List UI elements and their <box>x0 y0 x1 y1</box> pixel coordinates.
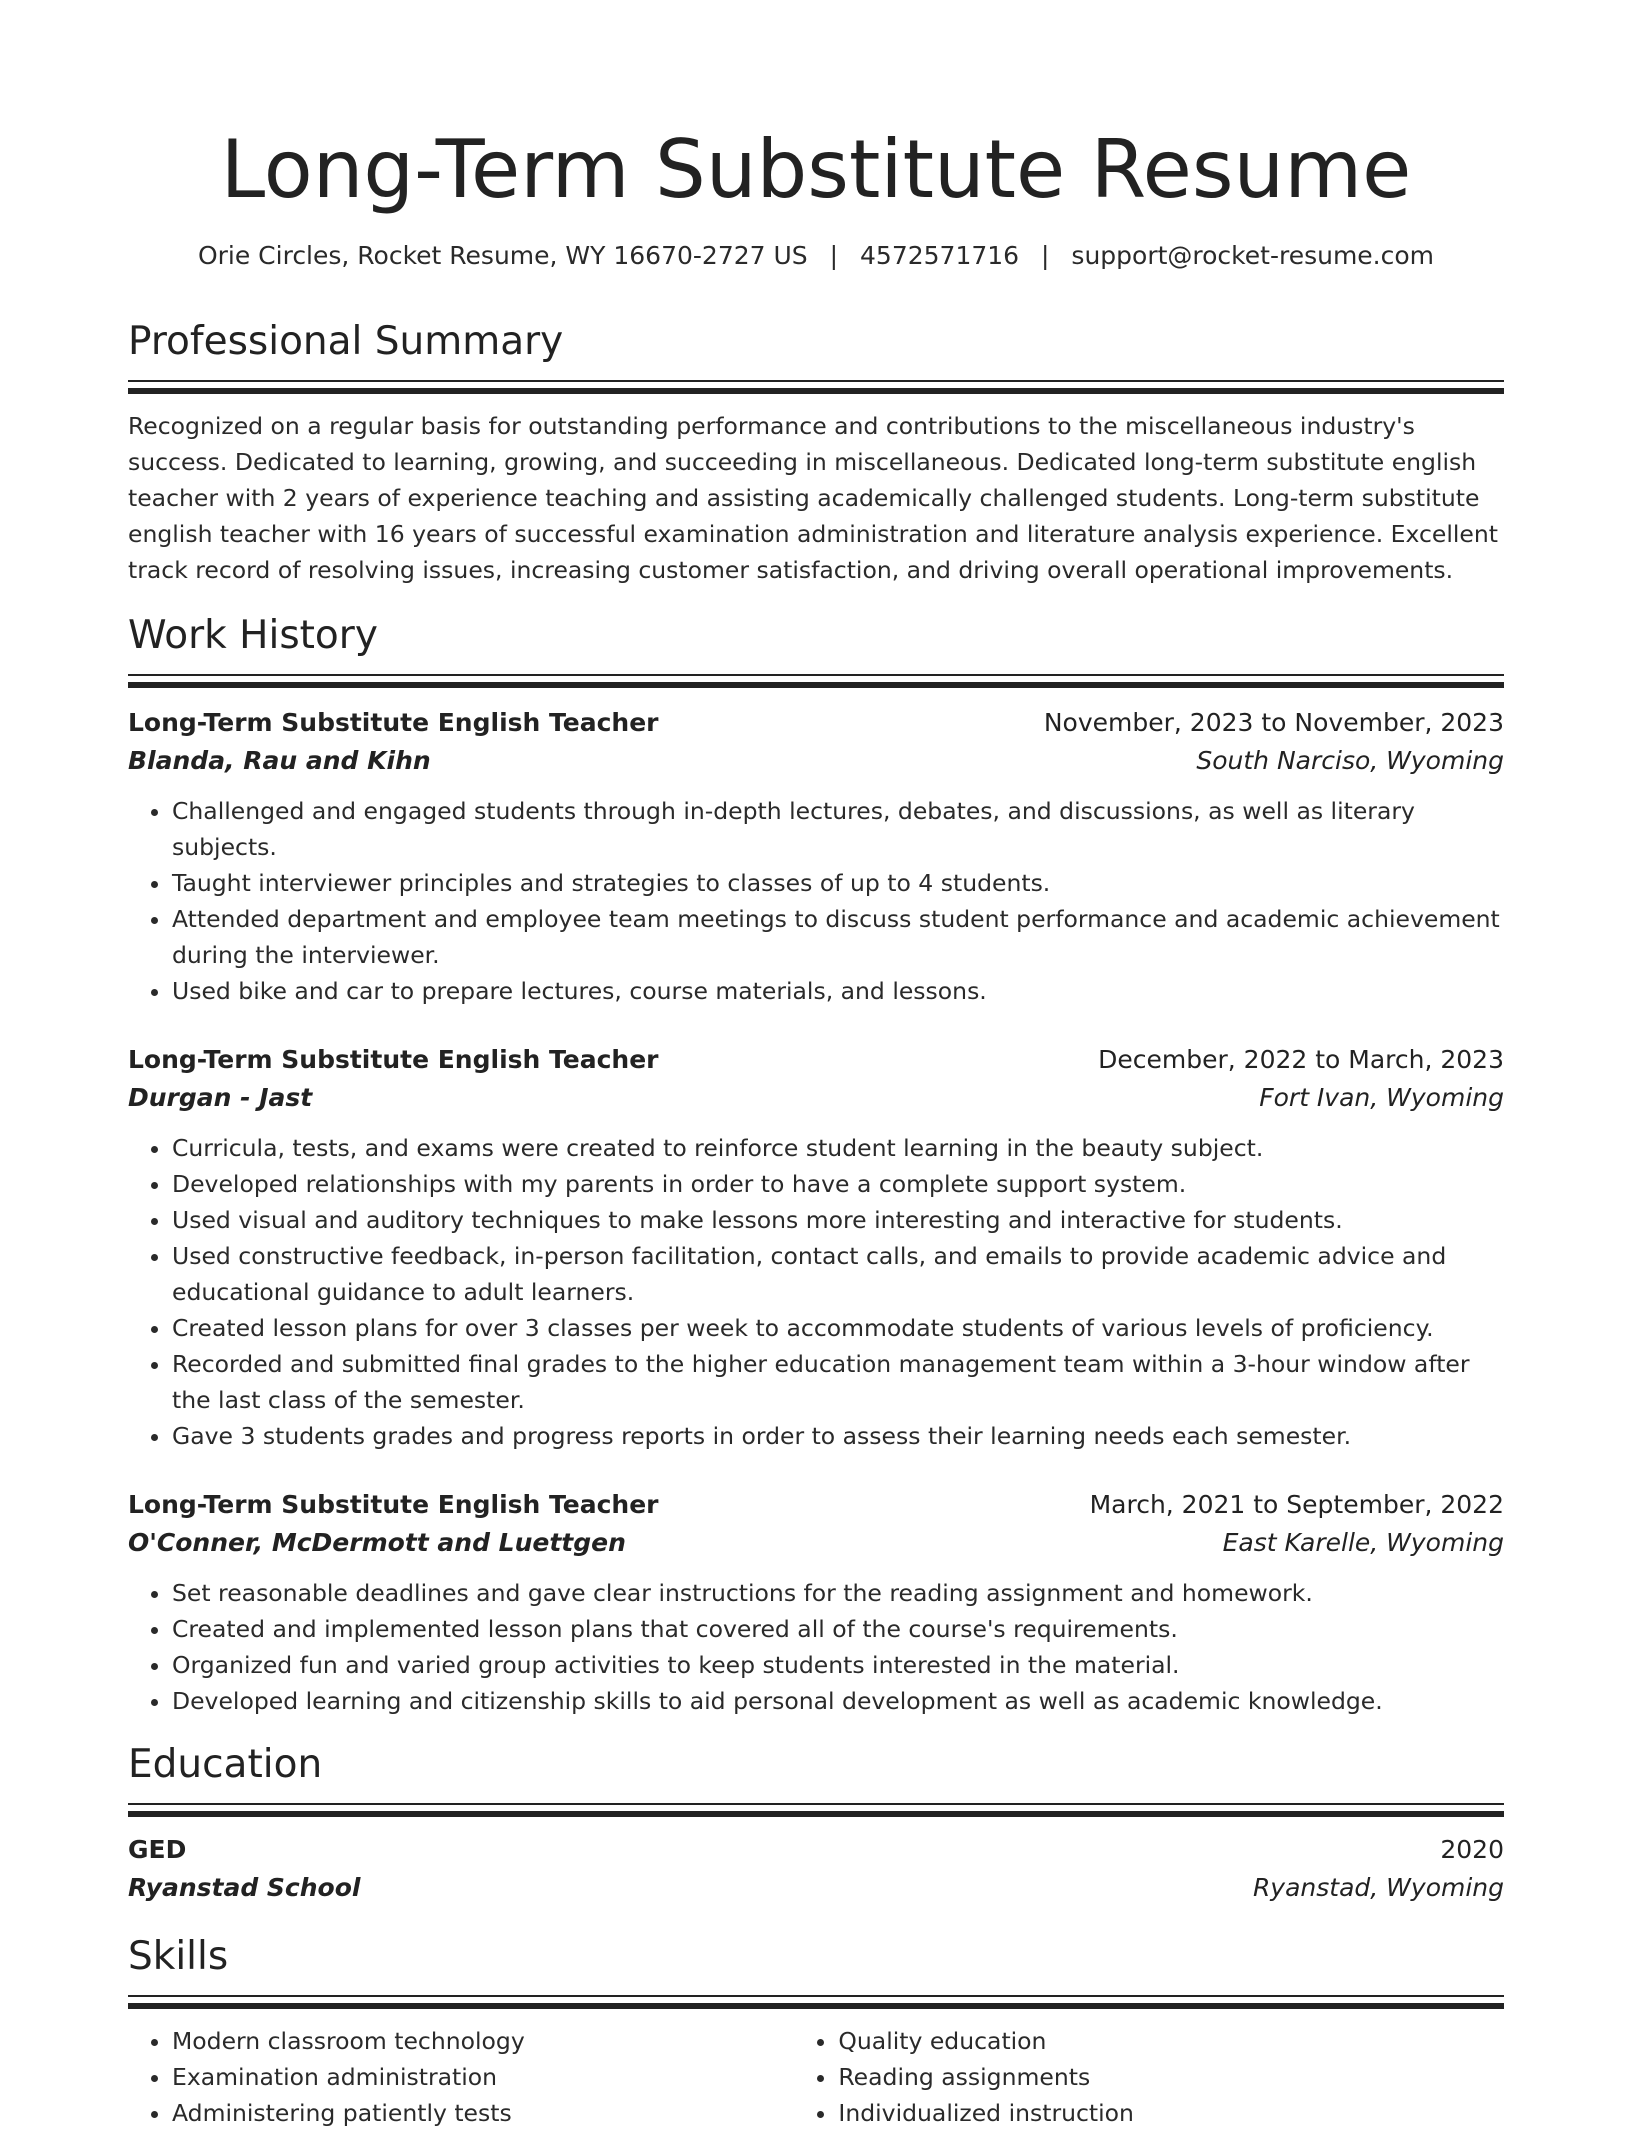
summary-text: Recognized on a regular basis for outstanding performance and contributions to the miscellaneous industry's success. Dedicated to learning, growing, and succeeding in miscellaneous. Dedicated long-term substitute english teacher with 2 years of experience teaching and assisting academically challenged students. Long-term substitute english teacher with 16 years of successful examination administration and literature analysis experience. Excellent track record of resolving issues, increasing customer satisfaction, and driving overall operational improvements. <box>128 412 1498 584</box>
job-entry <box>128 1486 1504 1719</box>
contact-email: support@rocket-resume.com <box>1071 241 1435 270</box>
section-divider <box>128 1995 1504 2009</box>
job-title: Long-Term Substitute English Teacher <box>128 1489 659 1519</box>
list-item: • Taught interviewer principles and strategies to classes of up to 4 students. <box>172 865 1504 901</box>
education-section <box>128 1741 1504 1907</box>
contact-line <box>128 240 1504 272</box>
summary-section <box>128 318 1504 588</box>
school-location: Ryanstad, Wyoming <box>1252 1872 1504 1902</box>
section-heading: Skills <box>128 1933 229 1979</box>
job-dates: March, 2021 to September, 2022 <box>1089 1489 1504 1519</box>
work-history-section <box>128 612 1504 1719</box>
list-item: • Used visual and auditory techniques to make lessons more interesting and interactive for students. <box>172 1202 1504 1238</box>
skill-item: • Individualized instruction <box>838 2095 1504 2131</box>
section-heading: Work History <box>128 612 378 658</box>
list-item: • Challenged and engaged students through in-depth lectures, debates, and discussions, as well as literary subjects. <box>172 793 1504 865</box>
list-item: • Attended department and employee team meetings to discuss student performance and academic achievement during the interviewer. <box>172 901 1504 973</box>
job-title: Long-Term Substitute English Teacher <box>128 707 659 737</box>
education-entry <box>128 1831 1504 1907</box>
skills-columns <box>128 2023 1504 2153</box>
skill-item: • Modern classroom technology <box>172 2023 794 2059</box>
job-duties <box>128 1130 1504 1454</box>
job-location: East Karelle, Wyoming <box>1222 1527 1504 1557</box>
contact-separator: | <box>1041 241 1050 270</box>
list-item: • Developed learning and citizenship skills to aid personal development as well as academic knowledge. <box>172 1683 1504 1719</box>
skill-item: • Reading assignments <box>838 2059 1504 2095</box>
contact-phone: 4572571716 <box>860 241 1020 270</box>
degree: GED <box>128 1834 187 1864</box>
resume-title: Long-Term Substitute Resume <box>220 123 1412 216</box>
section-heading: Professional Summary <box>128 319 564 364</box>
job-dates: December, 2022 to March, 2023 <box>1098 1044 1504 1074</box>
job-entry <box>128 1041 1504 1454</box>
job-employer: Durgan - Jast <box>128 1082 313 1112</box>
job-employer: Blanda, Rau and Kihn <box>128 745 431 775</box>
job-entry <box>128 704 1504 1009</box>
skill-item: • Quality education <box>838 2023 1504 2059</box>
job-employer: O'Conner, McDermott and Luettgen <box>128 1527 626 1557</box>
list-item: • Created and implemented lesson plans that covered all of the course's requirements. <box>172 1611 1504 1647</box>
section-divider <box>128 674 1504 688</box>
list-item: • Developed relationships with my parents in order to have a complete support system. <box>172 1166 1504 1202</box>
section-divider <box>128 380 1504 394</box>
job-title: Long-Term Substitute English Teacher <box>128 1044 659 1074</box>
skills-section <box>128 1933 1504 2153</box>
job-duties <box>128 1575 1504 1719</box>
skill-item: • Examination administration <box>172 2059 794 2095</box>
list-item: • Used bike and car to prepare lectures, course materials, and lessons. <box>172 973 1504 1009</box>
skills-list-left <box>128 2023 794 2153</box>
section-divider <box>128 1803 1504 1817</box>
skill-item: • Administering patiently tests <box>172 2095 794 2131</box>
list-item: • Set reasonable deadlines and gave clear instructions for the reading assignment and homework. <box>172 1575 1504 1611</box>
list-item: • Recorded and submitted final grades to the higher education management team within a 3-hour window after the last class of the semester. <box>172 1346 1504 1418</box>
list-item: • Organized fun and varied group activities to keep students interested in the material. <box>172 1647 1504 1683</box>
job-location: South Narciso, Wyoming <box>1196 745 1504 775</box>
resume-page <box>128 0 1504 2153</box>
job-location: Fort Ivan, Wyoming <box>1259 1082 1504 1112</box>
list-item: • Curricula, tests, and exams were created to reinforce student learning in the beauty subject. <box>172 1130 1504 1166</box>
school-name: Ryanstad School <box>128 1872 361 1902</box>
list-item: • Created lesson plans for over 3 classes per week to accommodate students of various levels of proficiency. <box>172 1310 1504 1346</box>
section-heading: Education <box>128 1741 323 1787</box>
list-item: • Gave 3 students grades and progress reports in order to assess their learning needs each semester. <box>172 1418 1504 1454</box>
skills-list-right <box>794 2023 1504 2153</box>
job-dates: November, 2023 to November, 2023 <box>1043 707 1504 737</box>
contact-address: Orie Circles, Rocket Resume, WY 16670-2727 US <box>197 241 808 270</box>
list-item: • Used constructive feedback, in-person facilitation, contact calls, and emails to provide academic advice and educational guidance to adult learners. <box>172 1238 1504 1310</box>
graduation-year: 2020 <box>1440 1834 1504 1864</box>
contact-separator: | <box>829 241 839 270</box>
job-duties <box>128 793 1504 1009</box>
